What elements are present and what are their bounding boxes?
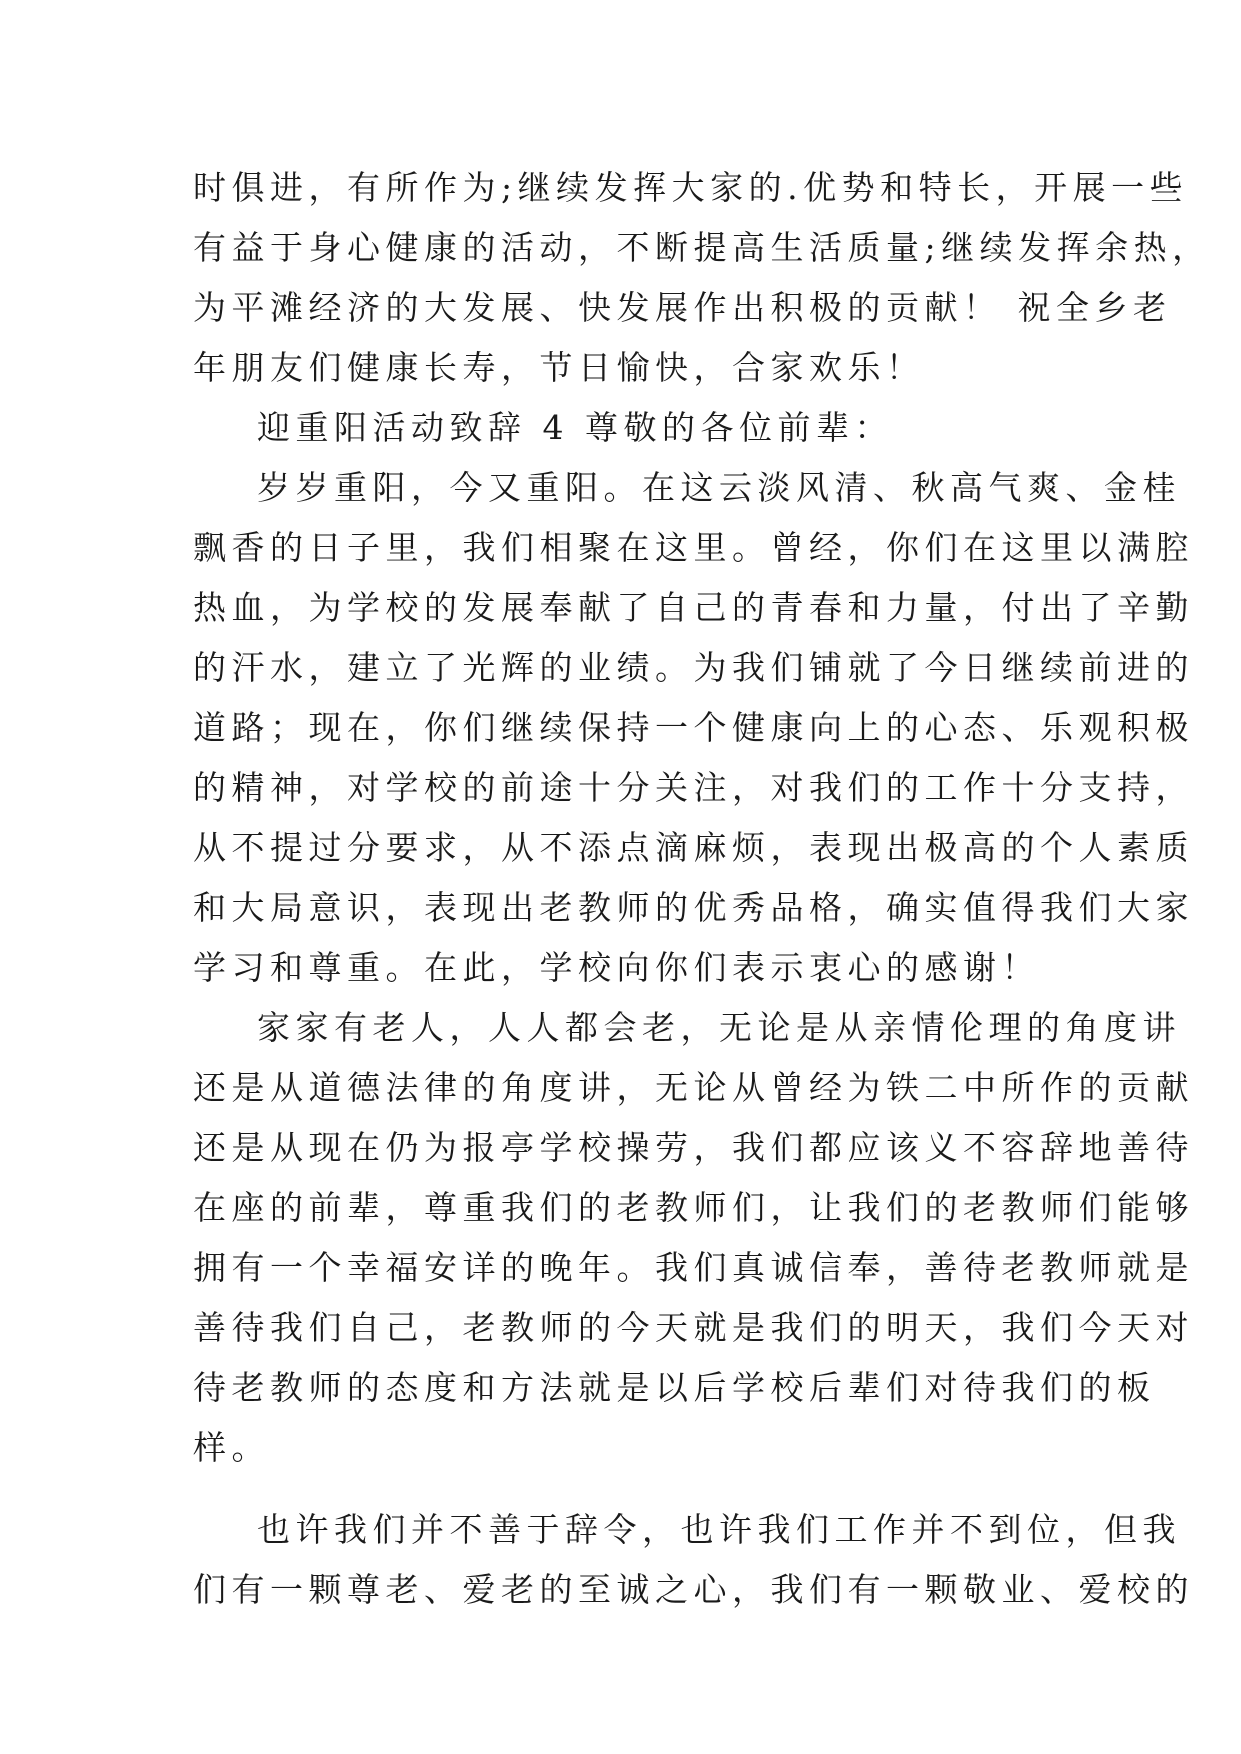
text-line: 道路；现在，你们继续保持一个健康向上的心态、乐观积极: [193, 708, 1194, 747]
text-line: 的汗水，建立了光辉的业绩。为我们铺就了今日继续前进的: [193, 648, 1194, 687]
text-line: 还是从道德法律的角度讲，无论从曾经为铁二中所作的贡献: [193, 1068, 1194, 1107]
text-line: 年朋友们健康长寿，节日愉快，合家欢乐！: [193, 348, 925, 387]
text-line: 岁岁重阳，今又重阳。在这云淡风清、秋高气爽、金桂: [257, 468, 1181, 507]
text-line: 也许我们并不善于辞令，也许我们工作并不到位，但我: [257, 1510, 1181, 1549]
text-line: 有益于身心健康的活动，不断提高生活质量;继续发挥余热，: [193, 228, 1211, 267]
text-line: 家家有老人，人人都会老，无论是从亲情伦理的角度讲: [257, 1008, 1181, 1047]
text-line: 们有一颗尊老、爱老的至诚之心，我们有一颗敬业、爱校的: [193, 1570, 1194, 1609]
paragraph-spacer: [193, 1478, 1063, 1500]
text-line: 学习和尊重。在此，学校向你们表示衷心的感谢！: [193, 948, 1040, 987]
text-line: 拥有一个幸福安详的晚年。我们真诚信奉，善待老教师就是: [193, 1248, 1194, 1287]
paragraph-1: [193, 458, 1194, 998]
document-body: [193, 158, 1211, 1620]
heading-line: 迎重阳活动致辞 4 尊敬的各位前辈：: [257, 408, 893, 447]
text-line: 样。: [193, 1428, 270, 1467]
section-heading: [193, 398, 1063, 458]
text-line: 的精神，对学校的前途十分关注，对我们的工作十分支持，: [193, 768, 1194, 807]
text-line: 时俱进，有所作为;继续发挥大家的.优势和特长，开展一些: [193, 168, 1189, 207]
paragraph-3: [193, 1500, 1194, 1620]
text-line: 飘香的日子里，我们相聚在这里。曾经，你们在这里以满腔: [193, 528, 1194, 567]
text-line: 待老教师的态度和方法就是以后学校后辈们对待我们的板: [193, 1368, 1156, 1407]
paragraph-2: [193, 998, 1194, 1478]
text-line: 热血，为学校的发展奉献了自己的青春和力量，付出了辛勤: [193, 588, 1194, 627]
text-line: 从不提过分要求，从不添点滴麻烦，表现出极高的个人素质: [193, 828, 1194, 867]
text-line: 和大局意识，表现出老教师的优秀品格，确实值得我们大家: [193, 888, 1194, 927]
paragraph-continuation: [193, 158, 1211, 398]
text-line: 为平滩经济的大发展、快发展作出积极的贡献！ 祝全乡老: [193, 288, 1172, 327]
text-line: 还是从现在仍为报亭学校操劳，我们都应该义不容辞地善待: [193, 1128, 1194, 1167]
text-line: 在座的前辈，尊重我们的老教师们，让我们的老教师们能够: [193, 1188, 1194, 1227]
text-line: 善待我们自己，老教师的今天就是我们的明天，我们今天对: [193, 1308, 1194, 1347]
